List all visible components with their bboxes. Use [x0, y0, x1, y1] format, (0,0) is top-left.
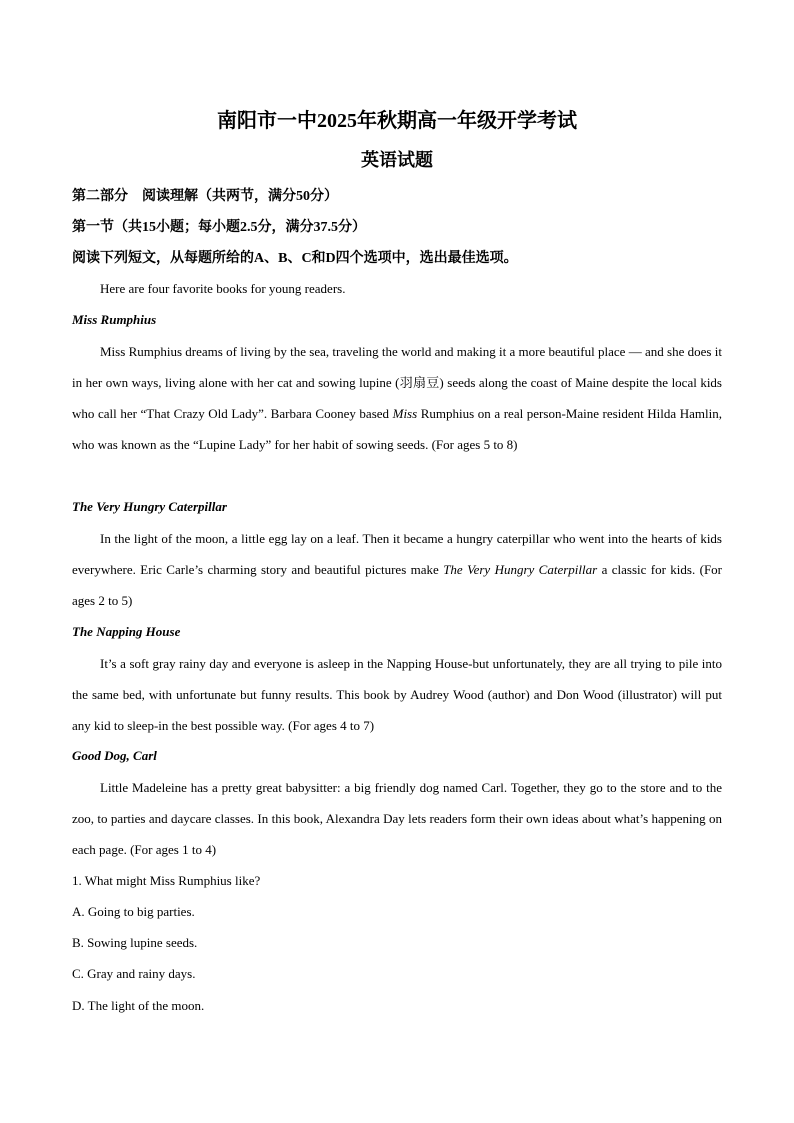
book-title-napping-house: The Napping House	[72, 624, 181, 639]
book-title-caterpillar: The Very Hungry Caterpillar	[72, 499, 227, 514]
option-b: B. Sowing lupine seeds.	[72, 935, 198, 950]
question-stem: 1. What might Miss Rumphius like?	[72, 873, 261, 888]
option-d: D. The light of the moon.	[72, 998, 205, 1013]
book-desc-miss-rumphius: Miss Rumphius dreams of living by the sea, traveling the world and making it a more beautiful place — and she does it in her own ways, living alone with her cat and sowing lupine (羽扇豆) seeds along the coast of Maine despite the local kids who call her “That Crazy Old Lady”. Barbara Cooney based Miss Rumphius on a real person-Maine resident Hilda Hamlin, who was known as the “Lupine Lady” for her habit of sowing seeds. (For ages 5 to 8)	[72, 344, 722, 452]
subsection-heading: 第一节（共15小题；每小题2.5分，满分37.5分）	[72, 220, 366, 235]
exam-title: 南阳市一中2025年秋期高一年级开学考试	[217, 110, 577, 132]
option-c: C. Gray and rainy days.	[72, 966, 196, 981]
intro-text: Here are four favorite books for young readers.	[100, 281, 346, 296]
exam-subtitle: 英语试题	[361, 150, 433, 170]
book-title-miss-rumphius: Miss Rumphius	[72, 312, 157, 327]
instruction-text: 阅读下列短文，从每题所给的A、B、C和D四个选项中，选出最佳选项。	[72, 251, 518, 266]
book-desc-caterpillar: In the light of the moon, a little egg lay on a leaf. Then it became a hungry caterpillar who went into the hearts of kids everywhere. Eric Carle’s charming story and beautiful pictures make The Very Hungry Caterpillar a classic for kids. (For ages 2 to 5)	[72, 531, 723, 608]
book-desc-good-dog-carl: Little Madeleine has a pretty great babysitter: a big friendly dog named Carl. Together, they go to the store and to the zoo, to parties and daycare classes. In this book, Alexandra Day lets readers form their own ideas about what’s happening on each page. (For ages 1 to 4)	[72, 780, 722, 857]
book-title-good-dog-carl: Good Dog, Carl	[72, 748, 157, 763]
book-desc-napping-house: It’s a soft gray rainy day and everyone is asleep in the Napping House-but unfortunately, they are all trying to pile into the same bed, with unfortunate but funny results. This book by Audrey Wood (author) and Don Wood (illustrator) will put any kid to sleep-in the best possible way. (For ages 4 to 7)	[72, 656, 722, 733]
option-a: A. Going to big parties.	[72, 904, 195, 919]
part-heading: 第二部分 阅读理解（共两节，满分50分）	[72, 189, 338, 204]
